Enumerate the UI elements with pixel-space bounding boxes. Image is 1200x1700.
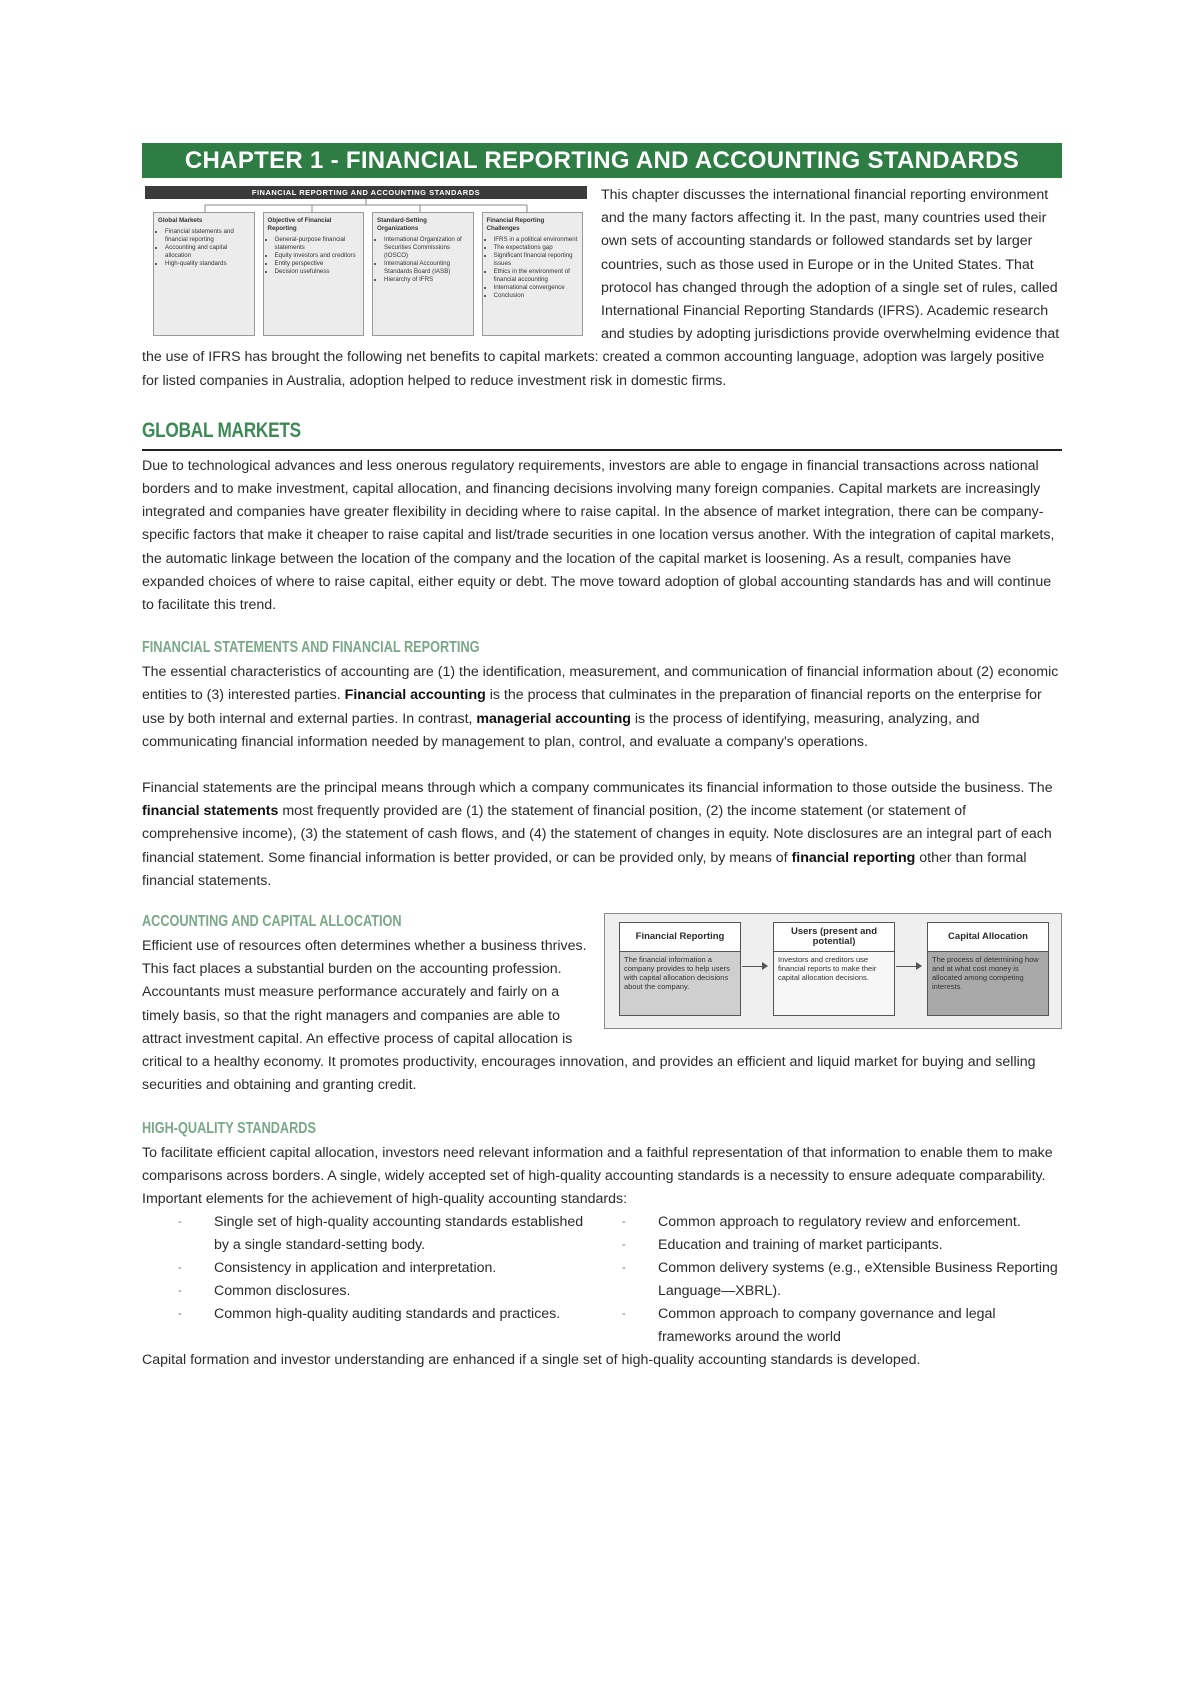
- outline-column: [153, 212, 255, 336]
- text-run: most frequently provided are (1) the statement of financial position, (2) the income statement (or statement of comprehensive income), (3) the statement of cash flows, and (4) the statement of changes in equity. Note disclosures are an integral part of each financial statement. Some financial information is better provided, or can be provided only, by means of: [142, 803, 1052, 866]
- outline-item: • Decision usefulness: [275, 268, 360, 276]
- bullet-list: [142, 1211, 602, 1326]
- chapter-outline-figure: [145, 186, 587, 342]
- text-run: The essential characteristics of accounting are (1) the identification, measurement, and communication of financial information about (2) economic entities to (3) interested parties.: [142, 664, 1059, 704]
- high-quality-standards-paragraph: To facilitate efficient capital allocation, investors need relevant information and a faithful representation of that information to enable them to make comparisons across borders. A single, widely accepted set of high-quality accounting standards is a necessity to ensure adequate comparability. Important elements for the achievement of high-quality accounting standards:: [142, 1144, 1053, 1207]
- flow-box-description: The process of determining how and at what cost money is allocated among competing interests.: [927, 952, 1049, 1016]
- outline-item: • The expectations gap: [494, 244, 579, 252]
- text-run: Financial statements are the principal means through which a company communicates its financial information to those outside the business. The: [142, 780, 1053, 797]
- outline-item: • IFRS in a political environment: [494, 236, 579, 244]
- list-item: - Common approach to regulatory review and enforcement.: [622, 1211, 1062, 1234]
- outline-item: • Equity investors and creditors: [275, 252, 360, 260]
- key-term-financial-reporting: financial reporting: [791, 849, 916, 866]
- list-item: - Common approach to company governance and legal frameworks around the world: [622, 1303, 1062, 1349]
- capital-allocation-paragraph: Efficient use of resources often determines whether a business thrives. This fact places a substantial burden on the accounting profession. Accountants must measure performance accurately and fairly on a timely basis, so that the right managers and companies are able to attract investment capital. An effective process of capital allocation is critical to a healthy economy. It promotes productivity, encourages innovation, and provides an efficient and liquid market for buying and selling securities and obtaining and granting credit.: [142, 938, 1036, 1094]
- outline-item: • Conclusion: [494, 292, 579, 300]
- list-item: - Consistency in application and interpretation.: [178, 1257, 602, 1280]
- outline-item: • International Accounting Standards Board (IASB): [384, 260, 469, 276]
- flow-box-capital-allocation: [927, 922, 1049, 1016]
- flow-box-users: [773, 922, 895, 1016]
- outline-columns: [153, 212, 583, 336]
- outline-column-title: Financial Reporting Challenges: [486, 217, 545, 232]
- capital-allocation-section: [142, 913, 1062, 1097]
- list-item: - Common delivery systems (e.g., eXtensible Business Reporting Language—XBRL).: [622, 1257, 1062, 1303]
- outline-item: • Entity perspective: [275, 260, 360, 268]
- outline-item: • Significant financial reporting issues: [494, 252, 579, 268]
- section-divider: [142, 449, 1062, 451]
- outline-item: • General-purpose financial statements: [275, 236, 360, 252]
- closing-paragraph: Capital formation and investor understanding are enhanced if a single set of high-quality accounting standards is developed.: [142, 1352, 921, 1369]
- elements-list-right: [602, 1211, 1062, 1349]
- list-item: - Common disclosures.: [178, 1280, 602, 1303]
- intro-section: [142, 184, 1062, 393]
- flow-box-title: Users (present and potential): [773, 922, 895, 952]
- outline-item: • Accounting and capital allocation: [165, 244, 250, 260]
- global-markets-heading: GLOBAL MARKETS: [142, 418, 301, 442]
- list-item: - Single set of high-quality accounting standards established by a single standard-setting body.: [178, 1211, 602, 1257]
- outline-column: [372, 212, 474, 336]
- key-term-financial-statements: financial statements: [142, 803, 279, 820]
- outline-item: • Financial statements and financial reporting: [165, 228, 250, 244]
- outline-header: FINANCIAL REPORTING AND ACCOUNTING STANDARDS: [145, 186, 587, 199]
- outline-column-title: Objective of Financial Reporting: [267, 217, 332, 232]
- text-run: is the process of identifying, measuring, analyzing, and communicating financial information needed by management to plan, control, and evaluate a company's operations.: [142, 710, 980, 750]
- text-run: is the process that culminates in the preparation of financial reports on the enterprise for use by both internal and external parties. In contrast,: [142, 687, 1042, 727]
- flow-arrow: [742, 966, 767, 967]
- bullet-list: [602, 1211, 1062, 1349]
- outline-column-list: [268, 236, 360, 276]
- high-quality-standards-heading: HIGH-QUALITY STANDARDS: [142, 1119, 316, 1137]
- outline-item: • International Organization of Securities Commissions (IOSCO): [384, 236, 469, 260]
- outline-item: • Ethics in the environment of financial accounting: [494, 268, 579, 284]
- elements-list: [142, 1211, 1062, 1349]
- outline-column-list: [158, 228, 250, 268]
- outline-column-list: [487, 236, 579, 300]
- flow-box-description: The financial information a company provides to help users with capital allocation decisions about the company.: [619, 952, 741, 1016]
- chapter-title-banner: CHAPTER 1 - FINANCIAL REPORTING AND ACCOUNTING STANDARDS: [142, 143, 1062, 178]
- key-term-managerial-accounting: managerial accounting: [476, 710, 631, 727]
- outline-column: [263, 212, 365, 336]
- financial-statements-paragraph-1: [142, 661, 1062, 754]
- outline-connector-lines: [145, 199, 587, 213]
- flow-box-title: Capital Allocation: [927, 922, 1049, 952]
- elements-list-left: [142, 1211, 602, 1349]
- key-term-financial-accounting: Financial accounting: [344, 687, 486, 704]
- list-item: - Common high-quality auditing standards and practices.: [178, 1303, 602, 1326]
- outline-column-list: [377, 236, 469, 284]
- list-item: - Education and training of market participants.: [622, 1234, 1062, 1257]
- outline-item: • High-quality standards: [165, 260, 250, 268]
- flow-arrow: [896, 966, 921, 967]
- outline-item: • Hierarchy of IFRS: [384, 276, 469, 284]
- capital-allocation-heading: ACCOUNTING AND CAPITAL ALLOCATION: [142, 913, 402, 931]
- outline-column-title: Standard-Setting Organizations: [377, 217, 427, 232]
- flow-box-financial-reporting: [619, 922, 741, 1016]
- financial-statements-paragraph-2: [142, 777, 1062, 893]
- text-run: other than formal financial statements.: [142, 849, 1027, 889]
- flow-box-title: Financial Reporting: [619, 922, 741, 952]
- outline-column: [482, 212, 584, 336]
- flow-box-description: Investors and creditors use financial reports to make their capital allocation decisions.: [773, 952, 895, 1016]
- outline-item: • International convergence: [494, 284, 579, 292]
- outline-column-title: Global Markets: [158, 217, 203, 224]
- intro-paragraph: This chapter discusses the international financial reporting environment and the many factors affecting it. In the past, many countries used their own sets of accounting standards or followed standards set by larger countries, such as those used in Europe or in the United States. That protocol has changed through the adoption of a single set of rules, called International Financial Reporting Standards (IFRS). Academic research and studies by adopting jurisdictions provide overwhelming evidence that the use of IFRS has brought the following net benefits to capital markets: created a common accounting language, adoption was largely positive for listed companies in Australia, adoption helped to reduce investment risk in domestic firms.: [142, 187, 1060, 389]
- financial-statements-heading: FINANCIAL STATEMENTS AND FINANCIAL REPORTING: [142, 639, 480, 657]
- document-page: [142, 143, 1062, 1372]
- global-markets-paragraph: Due to technological advances and less onerous regulatory requirements, investors are able to engage in financial transactions across national borders and to make investment, capital allocation, and financing decisions involving many foreign companies. Capital markets are increasingly integrated and companies have greater flexibility in deciding where to raise capital. In the absence of market integration, there can be company-specific factors that make it cheaper to raise capital and list/trade securities in one location versus another. With the integration of capital markets, the automatic linkage between the location of the company and the location of the capital market is loosening. As a result, companies have expanded choices of where to raise capital, either equity or debt. The move toward adoption of global accounting standards has and will continue to facilitate this trend.: [142, 457, 1055, 614]
